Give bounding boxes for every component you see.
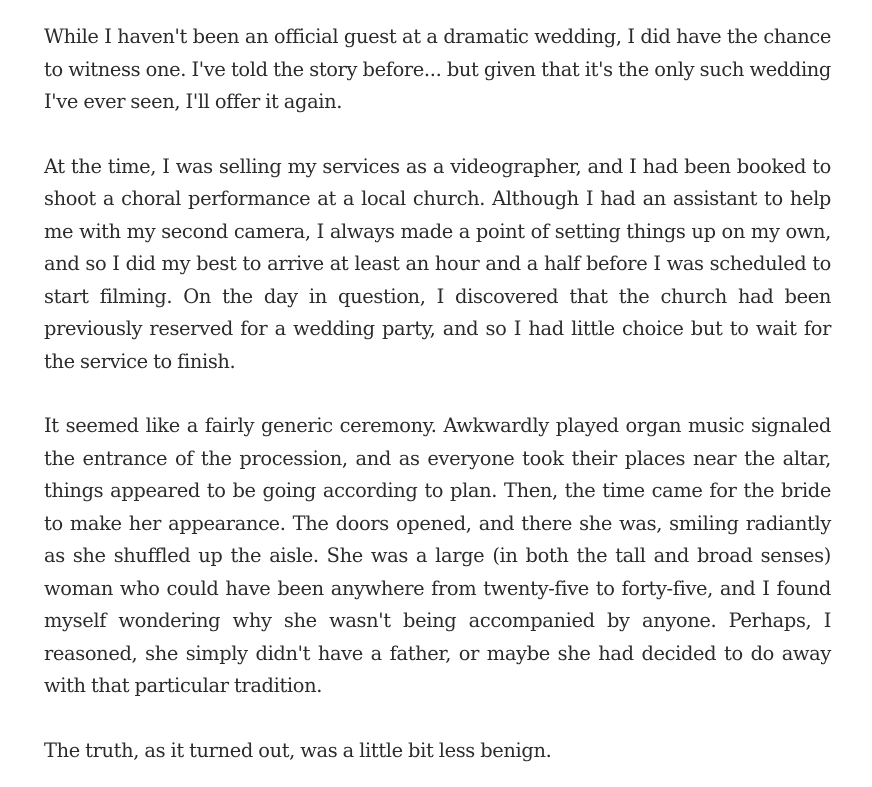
paragraph: While I haven't been an official guest at a dramatic wedding, I did have the chance to witness one. I've told the story before... but given that it's the only such wedding I've ever seen, I'll offer it again. (44, 25, 831, 113)
paragraph: It seemed like a fairly generic ceremony. Awkwardly played organ music signaled the entrance of the procession, and as everyone took their places near the altar, things appeared to be going according to plan. Then, the time came for the bride to make her appearance. The doors opened, and there she was, smiling radiantly as she shuffled up the aisle. She was a large (in both the tall and broad senses) woman who could have been anywhere from twenty-five to forty-five, and I found myself wondering why she wasn't being accompanied by anyone. Perhaps, I reasoned, she simply didn't have a father, or maybe she had decided to do away with that particular tradition. (44, 414, 831, 697)
paragraph: At the time, I was selling my services as a videographer, and I had been booked to shoot a choral performance at a local church. Although I had an assistant to help me with my second camera, I always made a point of setting things up on my own, and so I did my best to arrive at least an hour and a half before I was scheduled to start filming. On the day in question, I discovered that the church had been previously reserved for a wedding party, and so I had little choice but to wait for the service to finish. (44, 154, 831, 373)
paragraph: The truth, as it turned out, was a little bit less benign. (44, 738, 552, 762)
